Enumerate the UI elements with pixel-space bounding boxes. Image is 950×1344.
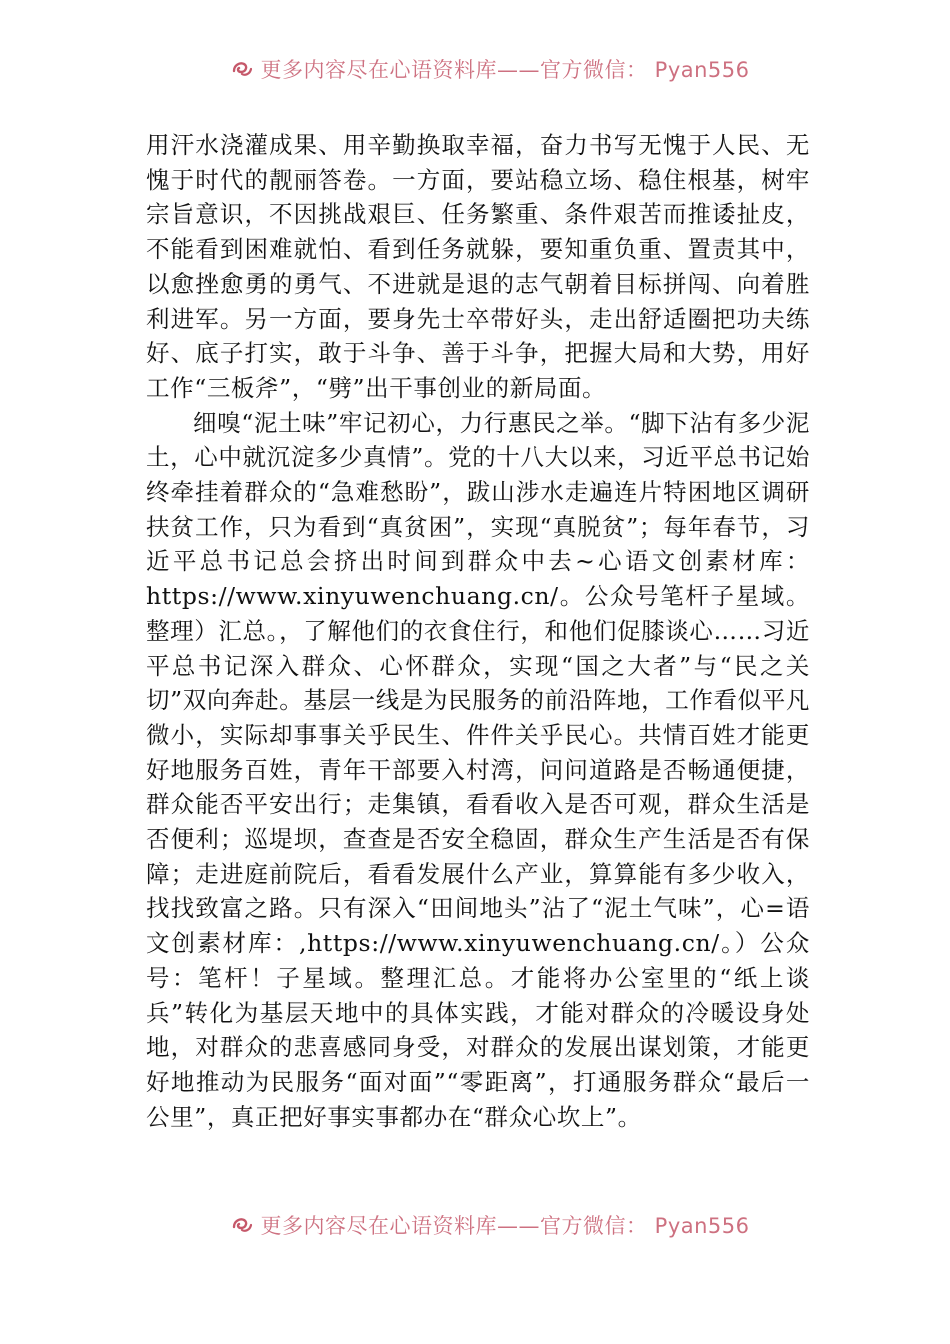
watermark-logo-icon	[230, 1213, 254, 1237]
header-watermark	[0, 54, 950, 84]
footer-watermark-inner	[230, 1210, 749, 1240]
document-body	[146, 128, 810, 1134]
paragraph-2: 细嗅“泥土味”牢记初心，力行惠民之举。“脚下沾有多少泥土，心中就沉淀多少真情”。党的十八大以来，习近平总书记始终牵挂着群众的“急难愁盼”，跋山涉水走遍连片特困地区调研扶贫工作，只为看到“真贫困”，实现“真脱贫”；每年春节，习近平总书记总会挤出时间到群众中去~心语文创素材库：https://www.xinyuwenchuang.cn/。公众号笔杆子星域。整理）汇总。，了解他们的衣食住行，和他们促膝谈心……习近平总书记深入群众、心怀群众，实现“国之大者”与“民之关切”双向奔赴。基层一线是为民服务的前沿阵地，工作看似平凡微小，实际却事事关乎民生、件件关乎民心。共情百姓才能更好地服务百姓，青年干部要入村湾，问问道路是否畅通便捷，群众能否平安出行；走集镇，看看收入是否可观，群众生活是否便利；巡堤坝，查查是否安全稳固，群众生产生活是否有保障；走进庭前院后，看看发展什么产业，算算能有多少收入，找找致富之路。只有深入“田间地头”沾了“泥土气味”，心=语文创素材库：,https://www.xinyuwenchuang.cn/。）公众号：笔杆！子星域。整理汇总。才能将办公室里的“纸上谈兵”转化为基层天地中的具体实践，才能对群众的冷暖设身处地，对群众的悲喜感同身受，对群众的发展出谋划策，才能更好地推动为民服务“面对面”“零距离”，打通服务群众“最后一公里”，真正把好事实事都办在“群众心坎上”。	[146, 408, 810, 1131]
paragraph-1: 用汗水浇灌成果、用辛勤换取幸福，奋力书写无愧于人民、无愧于时代的靓丽答卷。一方面，要站稳立场、稳住根基，树牢宗旨意识，不因挑战艰巨、任务繁重、条件艰苦而推诿扯皮，不能看到困难就怕、看到任务就躲，要知重负重、置责其中，以愈挫愈勇的勇气、不进就是退的志气朝着目标拼闯、向着胜利进军。另一方面，要身先士卒带好头，走出舒适圈把功夫练好、底子打实，敢于斗争、善于斗争，把握大局和大势，用好工作“三板斧”，“劈”出干事创业的新局面。	[146, 131, 810, 402]
footer-watermark	[0, 1210, 950, 1240]
header-watermark-inner	[230, 54, 749, 84]
watermark-logo-icon	[230, 57, 254, 81]
footer-watermark-text: 更多内容尽在心语资料库——官方微信： Pyan556	[260, 1214, 750, 1238]
header-watermark-text: 更多内容尽在心语资料库——官方微信： Pyan556	[260, 58, 750, 82]
